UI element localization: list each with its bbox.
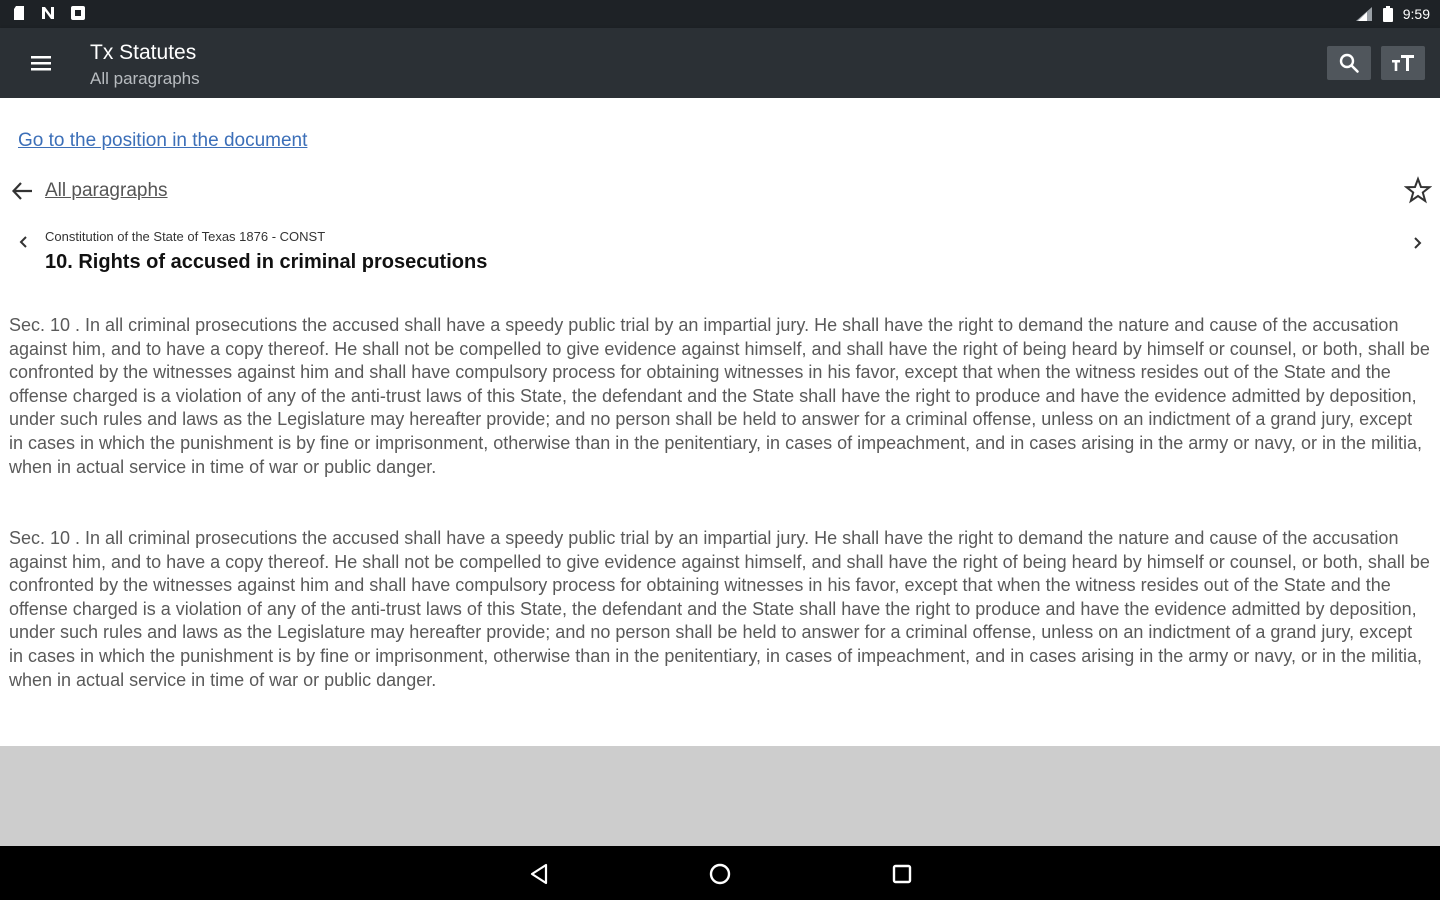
n-notification-icon xyxy=(40,5,56,21)
previous-section-button[interactable] xyxy=(13,231,33,253)
status-system xyxy=(1355,5,1430,23)
sd-card-icon xyxy=(12,5,26,21)
menu-button[interactable] xyxy=(20,50,62,76)
recents-square-icon xyxy=(889,861,915,887)
system-home-button[interactable] xyxy=(707,861,733,887)
section-title: 10. Rights of accused in criminal prosecutions xyxy=(45,251,488,273)
search-button[interactable] xyxy=(1327,46,1371,80)
paragraph-nav-row xyxy=(0,176,1440,206)
system-recents-button[interactable] xyxy=(889,861,915,887)
app-subtitle: All paragraphs xyxy=(90,69,200,88)
next-section-button[interactable] xyxy=(1408,232,1428,254)
status-bar xyxy=(0,0,1440,28)
home-circle-icon xyxy=(707,861,733,887)
signal-icon xyxy=(1355,6,1373,22)
paragraph-text: Sec. 10 . In all criminal prosecutions the accused shall have a speedy public trial by an impartial jury. He shall have the right to demand the nature and cause of the accusation against him, and to have a copy thereof. He shall not be compelled to give evidence against himself, and shall have the right of being heard by himself or counsel, or both, shall be confronted by the witnesses against him and shall have compulsory process for obtaining witnesses in his favor, except that when the witness resides out of the State and the offense charged is a violation of any of the anti-trust laws of this State, the defendant and the State shall have the right to produce and have the evidence admitted by deposition, under such rules and laws as the Legislature may hereafter provide; and no person shall be held to answer for a criminal offense, unless on an indictment of a grand jury, except in cases in which the punishment is by fine or imprisonment, otherwise than in the penitentiary, in cases of impeachment, and in cases arising in the army or navy, or in the militia, when in actual service in time of war or public danger. xyxy=(9,528,1430,690)
battery-icon xyxy=(1383,6,1393,22)
app-title: Tx Statutes xyxy=(90,41,197,64)
square-notification-icon xyxy=(70,5,86,21)
back-triangle-icon xyxy=(526,861,552,887)
status-time: 9:59 xyxy=(1402,6,1430,22)
favorite-button[interactable] xyxy=(1404,176,1432,204)
document-content xyxy=(0,98,1440,746)
arrow-left-icon xyxy=(10,178,36,204)
back-arrow-button[interactable] xyxy=(10,178,36,204)
empty-area xyxy=(0,746,1440,846)
app-bar xyxy=(0,28,1440,98)
chevron-right-icon xyxy=(1408,232,1428,254)
star-outline-icon xyxy=(1404,176,1432,204)
document-name: Constitution of the State of Texas 1876 - CONST xyxy=(45,229,326,244)
text-size-icon xyxy=(1391,52,1415,74)
text-size-button[interactable] xyxy=(1381,46,1425,80)
all-paragraphs-link[interactable]: All paragraphs xyxy=(45,180,168,201)
chevron-left-icon xyxy=(13,231,33,253)
paragraph-text: Sec. 10 . In all criminal prosecutions the accused shall have a speedy public trial by an impartial jury. He shall have the right to demand the nature and cause of the accusation against him, and to have a copy thereof. He shall not be compelled to give evidence against himself, and shall have the right of being heard by himself or counsel, or both, shall be confronted by the witnesses against him and shall have compulsory process for obtaining witnesses in his favor, except that when the witness resides out of the State and the offense charged is a violation of any of the anti-trust laws of this State, the defendant and the State shall have the right to produce and have the evidence admitted by deposition, under such rules and laws as the Legislature may hereafter provide; and no person shall be held to answer for a criminal offense, unless on an indictment of a grand jury, except in cases in which the punishment is by fine or imprisonment, otherwise than in the penitentiary, in cases of impeachment, and in cases arising in the army or navy, or in the militia, when in actual service in time of war or public danger. xyxy=(9,315,1430,477)
system-nav-bar xyxy=(0,846,1440,900)
search-icon xyxy=(1338,52,1360,74)
status-notifications xyxy=(12,5,86,21)
menu-icon xyxy=(20,50,62,76)
goto-position-link[interactable]: Go to the position in the document xyxy=(18,130,308,151)
system-back-button[interactable] xyxy=(526,861,552,887)
